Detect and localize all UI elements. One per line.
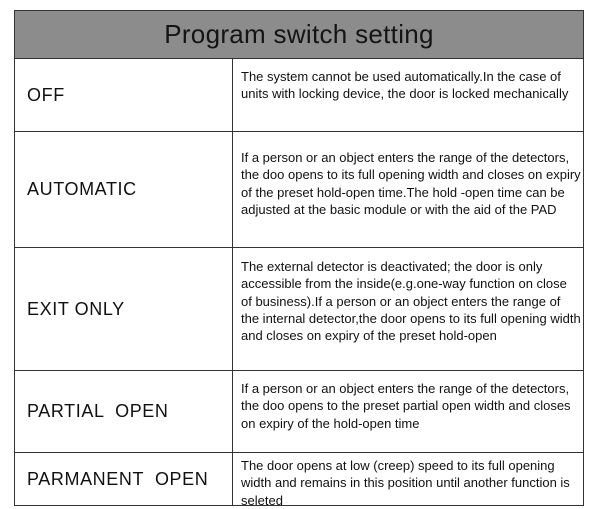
description-cell [233,132,583,247]
mode-label: OFF [27,84,65,105]
mode-description: If a person or an object enters the range of the detectors, the doo opens to the preset partial open width and closes on expiry of the hold-open time [241,381,571,431]
description-cell [233,453,583,508]
description-cell [233,371,583,452]
mode-cell [15,248,233,370]
table-header [15,11,583,59]
mode-label: PARMANENT OPEN [27,468,209,489]
description-cell [233,59,583,131]
mode-cell [15,59,233,131]
mode-description: The door opens at low (creep) speed to its full opening width and remains in this position until another function is seleted [241,458,570,508]
mode-cell [15,371,233,452]
table-row-exit-only [15,248,583,371]
mode-label: AUTOMATIC [27,179,137,199]
table-row-off [15,59,583,132]
mode-label: PARTIAL OPEN [27,401,169,421]
description-cell [233,248,583,370]
mode-description: The external detector is deactivated; the door is only accessible from the inside(e.g.one-way function on close of business).If a person or an object enters the range of the internal detector,the door opens to its full opening width and closes on expiry of the preset hold-open [241,259,581,344]
mode-description: The system cannot be used automatically.In the case of units with locking device, the door is locked mechanically [241,69,569,102]
program-switch-table [14,10,584,506]
table-title: Program switch setting [164,19,434,49]
table-row-permanent-open [15,453,583,508]
mode-cell [15,453,233,505]
mode-label: EXIT ONLY [27,298,125,319]
table-row-partial-open [15,371,583,453]
mode-cell [15,132,233,247]
table-row-automatic [15,132,583,248]
mode-description: If a person or an object enters the range of the detectors, the doo opens to its full opening width and closes on expiry of the preset hold-open time.The hold -open time can be adjusted at the basic module or with the aid of the PAD [241,150,581,217]
